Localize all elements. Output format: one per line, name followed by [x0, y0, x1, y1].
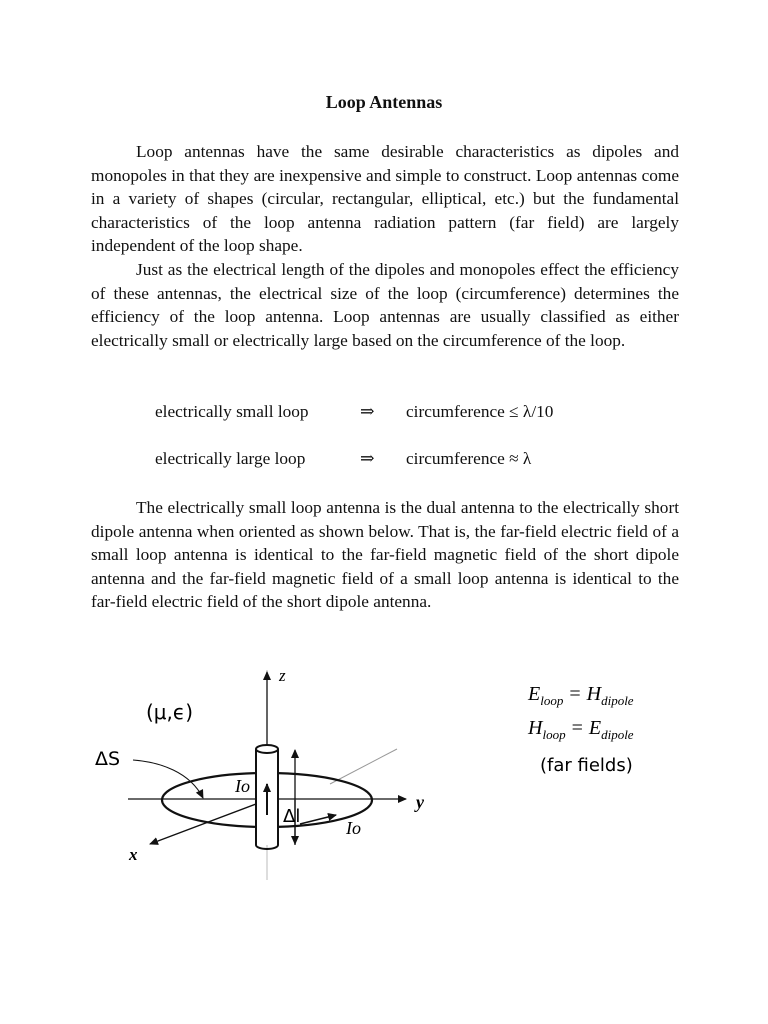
x-axis-back	[330, 749, 397, 784]
medium-label: (μ,ϵ)	[146, 700, 193, 724]
implies-arrow: ⇒	[360, 449, 375, 468]
dipole-current-label: Io	[235, 776, 250, 796]
paragraph-text: The electrically small loop antenna is the dual antenna to the electrically short dipole antenna when oriented as shown below. That is, the far-field electric field of a small loop antenna is identical to the far-field magnetic field of the short dipole antenna and the far-field magnetic field of a small loop antenna is identical to the far-field electric field of the short dipole antenna.	[91, 498, 679, 612]
z-axis-label: z	[279, 666, 286, 685]
y-axis-label: y	[416, 792, 424, 812]
x-axis	[150, 804, 256, 844]
equation-e-loop: $E_{loop} = H_{dipole}$	[528, 683, 634, 708]
area-pointer	[133, 760, 203, 798]
classification-condition: circumference ≈ λ	[406, 449, 532, 468]
equation-h-loop: $H_{loop} = E_{dipole}$	[528, 717, 634, 742]
far-fields-note: (far fields)	[540, 755, 633, 776]
implies-arrow: ⇒	[360, 402, 375, 421]
classification-condition: circumference ≤ λ/10	[406, 402, 554, 421]
length-label: Δl	[283, 806, 301, 827]
dipole-top-cap	[256, 745, 278, 753]
paragraph-text: Just as the electrical length of the dipoles and monopoles effect the efficiency of these antennas, the electrical size of the loop (circumference) determines the efficiency of the loop antenna. Loop antennas are usually classified as either electrically small or electrically large based on the circumference of the loop.	[91, 260, 679, 350]
classification-label: electrically large loop	[155, 449, 306, 468]
loop-current-label: Io	[346, 818, 361, 838]
classification-label: electrically small loop	[155, 402, 309, 421]
page-title: Loop Antennas	[325, 92, 443, 112]
area-label: ΔS	[95, 748, 121, 770]
x-axis-label: x	[129, 845, 138, 864]
paragraph-text: Loop antennas have the same desirable characteristics as dipoles and monopoles in that they are inexpensive and simple to construct. Loop antennas come in a variety of shapes (circular, rectangular, elliptical, etc.) but the fundamental characteristics of the loop antenna radiation pattern (far field) are largely independent of the loop shape.	[91, 142, 679, 256]
